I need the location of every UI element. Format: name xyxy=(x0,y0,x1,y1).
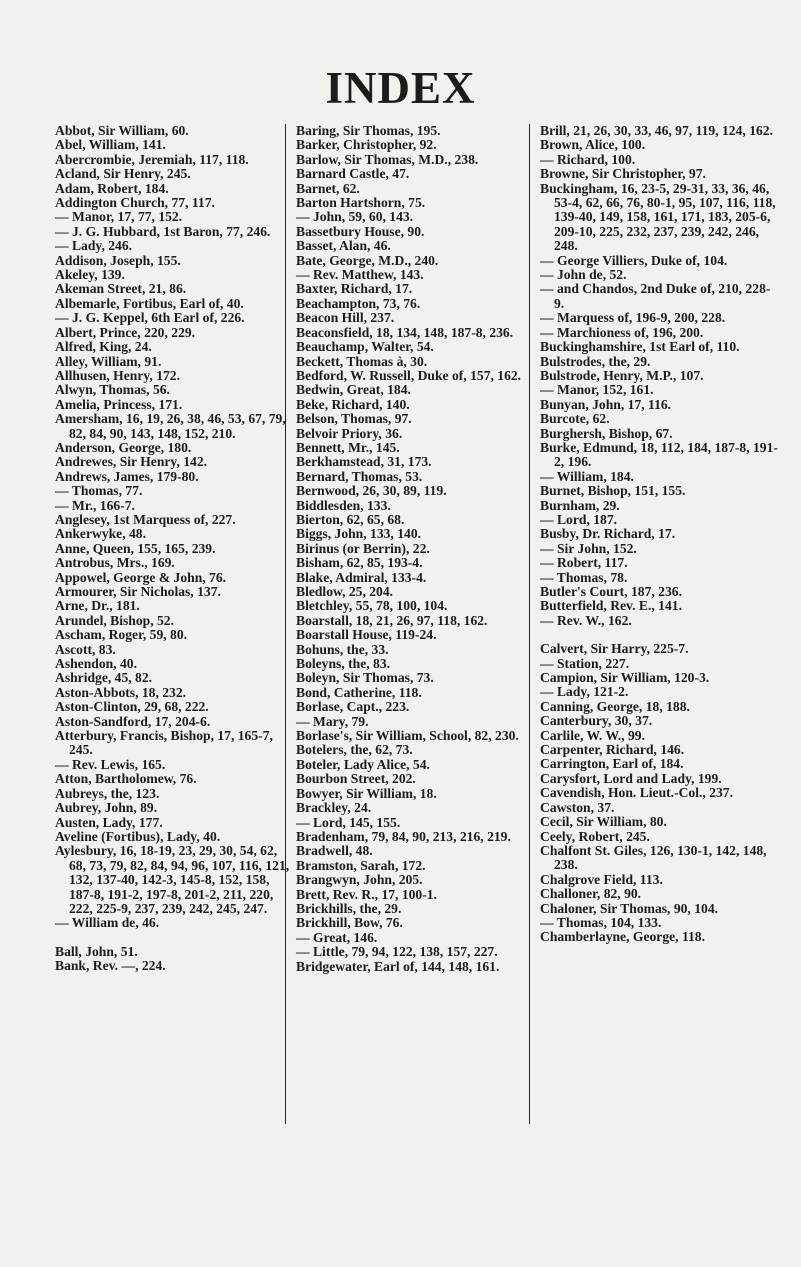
index-entry: Bradwell, 48. xyxy=(296,843,373,859)
index-entry: Bradenham, 79, 84, 90, 213, 216, 219. xyxy=(296,828,511,844)
index-entry: — William, 184. xyxy=(540,468,634,484)
index-entry: Butler's Court, 187, 236. xyxy=(540,584,682,599)
index-entry: — Little, 79, 94, 122, 138, 157, 227. xyxy=(296,944,498,960)
index-entry: Atton, Bartholomew, 76. xyxy=(55,771,197,787)
index-entry: Ashridge, 45, 82. xyxy=(55,670,153,686)
index-entry: Burnet, Bishop, 151, 155. xyxy=(540,483,686,499)
index-entry: Bourbon Street, 202. xyxy=(296,771,416,787)
index-entry: — Rev. Matthew, 143. xyxy=(296,267,424,283)
index-entry: Brett, Rev. R., 17, 100-1. xyxy=(296,886,437,902)
index-entry: Barnard Castle, 47. xyxy=(296,166,410,182)
index-entry: Arne, Dr., 181. xyxy=(55,598,140,614)
index-entry: — Manor, 152, 161. xyxy=(540,382,654,398)
index-entry: — Manor, 17, 77, 152. xyxy=(55,209,183,225)
index-entry: Bledlow, 25, 204. xyxy=(296,584,394,599)
index-entry: Challoner, 82, 90. xyxy=(540,886,642,902)
index-entry: Beaconsfield, 18, 134, 148, 187-8, 236. xyxy=(296,324,514,340)
index-entry: Brill, 21, 26, 30, 33, 46, 97, 119, 124, 162. xyxy=(540,123,773,138)
index-entry: Boteler, Lady Alice, 54. xyxy=(296,756,430,772)
index-entry: Blake, Admiral, 133-4. xyxy=(296,569,427,585)
index-entry: Alfred, King, 24. xyxy=(55,339,152,355)
index-entry: Akeley, 139. xyxy=(55,267,125,283)
index-entry: Alwyn, Thomas, 56. xyxy=(55,382,170,398)
index-entry: Basset, Alan, 46. xyxy=(296,238,391,254)
index-entry: Boarstall, 18, 21, 26, 97, 118, 162. xyxy=(296,612,488,628)
index-entry: Burke, Edmund, 18, 112, 184, 187-8, 191-2, 196. xyxy=(540,439,778,470)
index-entry: Cawston, 37. xyxy=(540,799,615,815)
index-entry: — Lord, 187. xyxy=(540,511,618,527)
index-entry: Abel, William, 141. xyxy=(55,137,166,153)
index-entry: Baxter, Richard, 17. xyxy=(296,281,413,297)
index-entry: Bohuns, the, 33. xyxy=(296,641,389,657)
index-entry: Canterbury, 30, 37. xyxy=(540,713,653,729)
index-entry: Aston-Sandford, 17, 204-6. xyxy=(55,713,211,729)
index-entry: Campion, Sir William, 120-3. xyxy=(540,670,710,686)
index-entry: Ceely, Robert, 245. xyxy=(540,828,650,844)
index-column-2 xyxy=(296,124,522,974)
index-entry: Aylesbury, 16, 18-19, 23, 29, 30, 54, 62, 68, 73, 79, 82, 84, 94, 96, 107, 116, 121, 132, 137-40, 142-3, 145-8, 152, 158, 187-8, 191-2, 197-8, 201-2, 211, 220, 222, 225-9, 237, 239, 242, 245, 247. xyxy=(55,843,290,916)
index-entry: Carrington, Earl of, 184. xyxy=(540,756,684,772)
index-entry: — Sir John, 152. xyxy=(540,540,637,556)
index-entry: Beachampton, 73, 76. xyxy=(296,295,421,311)
index-entry: Bisham, 62, 85, 193-4. xyxy=(296,555,423,571)
index-entry: Armourer, Sir Nicholas, 137. xyxy=(55,584,221,599)
index-entry: — Thomas, 77. xyxy=(55,483,143,499)
index-entry: Antrobus, Mrs., 169. xyxy=(55,555,175,571)
index-entry: Burcote, 62. xyxy=(540,411,610,427)
index-entry: Adam, Robert, 184. xyxy=(55,180,169,196)
index-entry: Bramston, Sarah, 172. xyxy=(296,857,426,873)
index-entry: Appowel, George & John, 76. xyxy=(55,569,227,585)
index-entry: Borlase's, Sir William, School, 82, 230. xyxy=(296,728,519,744)
index-entry: Chalfont St. Giles, 126, 130-1, 142, 148, 238. xyxy=(540,842,767,873)
index-entry: Bedford, W. Russell, Duke of, 157, 162. xyxy=(296,367,522,383)
index-entry: — Great, 146. xyxy=(296,929,378,945)
index-entry: Bate, George, M.D., 240. xyxy=(296,252,439,268)
index-entry: Busby, Dr. Richard, 17. xyxy=(540,526,676,542)
index-entry: — Rev. Lewis, 165. xyxy=(55,756,166,772)
index-entry: Cecil, Sir William, 80. xyxy=(540,814,667,830)
index-entry: Brickhills, the, 29. xyxy=(296,900,402,916)
index-entry: Carlile, W. W., 99. xyxy=(540,727,645,743)
index-entry: Barton Hartshorn, 75. xyxy=(296,195,426,211)
index-entry: Beke, Richard, 140. xyxy=(296,396,410,412)
index-entry: — John, 59, 60, 143. xyxy=(296,209,414,225)
index-entry: — Mr., 166-7. xyxy=(55,497,135,513)
index-entry: — Lord, 145, 155. xyxy=(296,814,401,830)
index-entry: — Marquess of, 196-9, 200, 228. xyxy=(540,310,726,326)
index-entry: Austen, Lady, 177. xyxy=(55,814,163,830)
index-entry: — Lady, 246. xyxy=(55,238,133,254)
index-entry: — and Chandos, 2nd Duke of, 210, 228-9. xyxy=(540,281,771,311)
column-divider xyxy=(529,124,530,1124)
index-entry: Anglesey, 1st Marquess of, 227. xyxy=(55,511,236,527)
index-entry: Burghersh, Bishop, 67. xyxy=(540,425,673,441)
index-entry: Brackley, 24. xyxy=(296,800,372,816)
index-entry: Chamberlayne, George, 118. xyxy=(540,929,705,945)
index-entry: — J. G. Keppel, 6th Earl of, 226. xyxy=(55,310,245,326)
index-entry: Addison, Joseph, 155. xyxy=(55,252,181,268)
index-entry: Calvert, Sir Harry, 225-7. xyxy=(540,641,689,657)
index-entry: Bierton, 62, 65, 68. xyxy=(296,511,405,527)
index-entry: Aubreys, the, 123. xyxy=(55,785,160,801)
index-entry: Amelia, Princess, 171. xyxy=(55,396,183,412)
index-entry: — Thomas, 78. xyxy=(540,569,628,585)
index-entry: Ball, John, 51. xyxy=(55,943,138,959)
index-entry: Barlow, Sir Thomas, M.D., 238. xyxy=(296,151,479,167)
index-entry: Abercrombie, Jeremiah, 117, 118. xyxy=(55,151,249,167)
index-entry: Chalgrove Field, 113. xyxy=(540,871,663,887)
index-entry: Carpenter, Richard, 146. xyxy=(540,742,685,758)
index-entry: Chaloner, Sir Thomas, 90, 104. xyxy=(540,900,719,916)
index-entry: Aveline (Fortibus), Lady, 40. xyxy=(55,828,221,844)
index-entry: Arundel, Bishop, 52. xyxy=(55,612,174,628)
index-entry: Bletchley, 55, 78, 100, 104. xyxy=(296,598,448,614)
index-entry: — Marchioness of, 196, 200. xyxy=(540,324,704,340)
index-entry: Buckinghamshire, 1st Earl of, 110. xyxy=(540,339,740,355)
index-entry: Amersham, 16, 19, 26, 38, 46, 53, 67, 79, 82, 84, 90, 143, 148, 152, 210. xyxy=(55,411,286,441)
index-entry: Bennett, Mr., 145. xyxy=(296,439,400,455)
index-entry: Beauchamp, Walter, 54. xyxy=(296,339,434,355)
index-entry: — Mary, 79. xyxy=(296,713,369,729)
index-entry: Alley, William, 91. xyxy=(55,353,162,369)
index-entry: Bowyer, Sir William, 18. xyxy=(296,785,437,801)
index-entry: Ankerwyke, 48. xyxy=(55,526,147,542)
index-entry: Brangwyn, John, 205. xyxy=(296,872,423,888)
index-entry: — John de, 52. xyxy=(540,267,627,283)
index-entry: Belson, Thomas, 97. xyxy=(296,411,412,427)
index-entry: Canning, George, 18, 188. xyxy=(540,698,690,714)
index-entry: Borlase, Capt., 223. xyxy=(296,699,410,715)
index-entry: Botelers, the, 62, 73. xyxy=(296,742,413,758)
index-entry: — Richard, 100. xyxy=(540,151,636,167)
index-entry: Ascott, 83. xyxy=(55,641,116,657)
index-entry: Aubrey, John, 89. xyxy=(55,800,158,816)
index-entry: — Lady, 121-2. xyxy=(540,684,629,700)
index-entry: Barker, Christopher, 92. xyxy=(296,137,437,153)
index-entry: Allhusen, Henry, 172. xyxy=(55,367,181,383)
index-entry: Aston-Clinton, 29, 68, 222. xyxy=(55,699,209,715)
index-entry: — Rev. W., 162. xyxy=(540,612,632,628)
index-entry: Carysfort, Lord and Lady, 199. xyxy=(540,770,722,786)
index-entry: Birinus (or Berrin), 22. xyxy=(296,540,430,556)
index-entry: Bernwood, 26, 30, 89, 119. xyxy=(296,483,447,499)
index-entry: Cavendish, Hon. Lieut.-Col., 237. xyxy=(540,785,733,801)
index-entry: Belvoir Priory, 36. xyxy=(296,425,403,441)
index-entry: Brown, Alice, 100. xyxy=(540,137,646,153)
index-entry: Barnet, 62. xyxy=(296,180,360,196)
index-column-3 xyxy=(540,124,780,945)
index-entry: Beckett, Thomas à, 30. xyxy=(296,353,428,369)
index-entry: Berkhamstead, 31, 173. xyxy=(296,454,432,470)
index-entry: Abbot, Sir William, 60. xyxy=(55,123,189,138)
page-title: INDEX xyxy=(325,63,476,113)
index-entry: Beacon Hill, 237. xyxy=(296,310,395,326)
index-entry: Brickhill, Bow, 76. xyxy=(296,915,403,931)
index-entry: Albert, Prince, 220, 229. xyxy=(55,324,196,340)
index-entry: Bank, Rev. —, 224. xyxy=(55,958,166,974)
index-entry: Bedwin, Great, 184. xyxy=(296,382,411,398)
index-entry: Browne, Sir Christopher, 97. xyxy=(540,166,706,182)
index-entry: Aston-Abbots, 18, 232. xyxy=(55,684,187,700)
index-entry: Andrews, James, 179-80. xyxy=(55,468,199,484)
index-entry: Biddlesden, 133. xyxy=(296,497,391,513)
index-entry: — William de, 46. xyxy=(55,915,160,931)
index-entry: Bulstrodes, the, 29. xyxy=(540,353,651,369)
index-entry: Biggs, John, 133, 140. xyxy=(296,526,422,542)
index-entry: Bunyan, John, 17, 116. xyxy=(540,396,672,412)
index-entry: Bond, Catherine, 118. xyxy=(296,684,422,700)
index-entry: Anne, Queen, 155, 165, 239. xyxy=(55,540,216,556)
index-entry: — George Villiers, Duke of, 104. xyxy=(540,252,728,268)
index-entry: Ascham, Roger, 59, 80. xyxy=(55,627,188,643)
index-entry: Burnham, 29. xyxy=(540,497,620,513)
index-entry: Baring, Sir Thomas, 195. xyxy=(296,123,441,138)
index-entry: Atterbury, Francis, Bishop, 17, 165-7, 245. xyxy=(55,728,273,758)
index-entry: Akeman Street, 21, 86. xyxy=(55,281,187,297)
index-entry: — Thomas, 104, 133. xyxy=(540,914,662,930)
index-entry: Boleyns, the, 83. xyxy=(296,656,391,672)
index-entry: Ashendon, 40. xyxy=(55,656,137,672)
index-column-1 xyxy=(55,124,297,974)
index-entry: Butterfield, Rev. E., 141. xyxy=(540,598,682,614)
index-entry: Bernard, Thomas, 53. xyxy=(296,468,423,484)
index-entry: Andrewes, Sir Henry, 142. xyxy=(55,454,208,470)
index-entry: — Robert, 117. xyxy=(540,555,628,571)
index-entry: Bridgewater, Earl of, 144, 148, 161. xyxy=(296,958,500,974)
index-entry: Boarstall House, 119-24. xyxy=(296,627,437,643)
index-entry: Albemarle, Fortibus, Earl of, 40. xyxy=(55,295,244,311)
index-entry: Addington Church, 77, 117. xyxy=(55,195,215,211)
section-gap xyxy=(540,628,780,642)
index-entry: Anderson, George, 180. xyxy=(55,439,192,455)
index-entry: Buckingham, 16, 23-5, 29-31, 33, 36, 46, 53-4, 62, 66, 76, 80-1, 95, 107, 116, 118, 139-40, 149, 158, 161, 171, 183, 205-6, 209-10, 225, 232, 237, 239, 242, 246, 248. xyxy=(540,180,776,254)
index-entry: — J. G. Hubbard, 1st Baron, 77, 246. xyxy=(55,223,271,239)
section-gap xyxy=(55,931,297,945)
index-entry: — Station, 227. xyxy=(540,655,630,671)
index-entry: Acland, Sir Henry, 245. xyxy=(55,166,191,182)
index-entry: Bassetbury House, 90. xyxy=(296,223,425,239)
index-entry: Bulstrode, Henry, M.P., 107. xyxy=(540,367,704,383)
index-entry: Boleyn, Sir Thomas, 73. xyxy=(296,670,434,686)
